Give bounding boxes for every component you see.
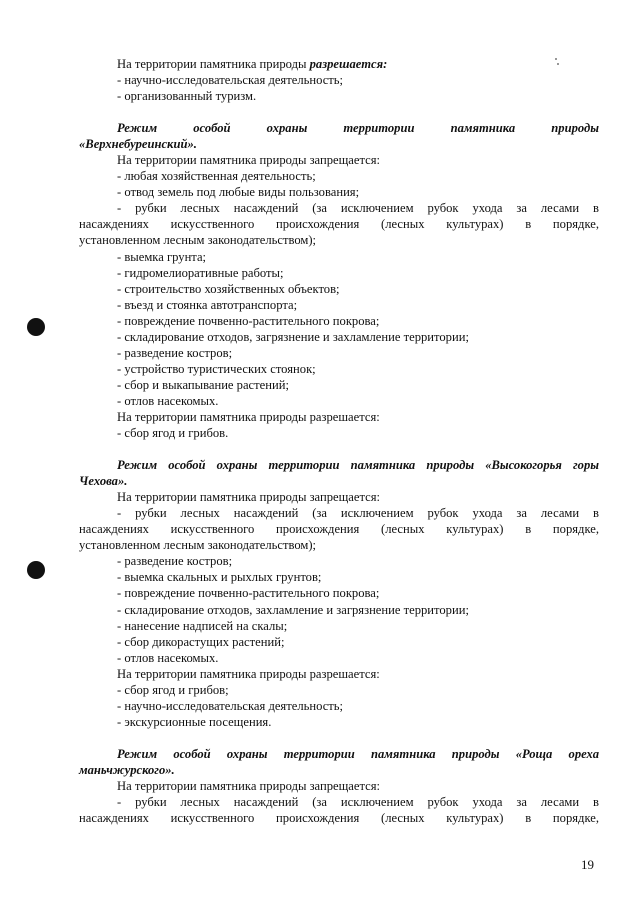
text-line: - складирование отходов, захламление и загрязнение территории; xyxy=(117,602,469,617)
text-line: насаждениях искусственного происхождения (лесных культурах) в порядке, xyxy=(79,811,599,826)
text-line: - рубки лесных насаждений (за исключением рубок ухода за лесами в xyxy=(117,795,599,810)
text-line: - сбор дикорастущих растений; xyxy=(117,634,285,649)
text-line: - складирование отходов, загрязнение и захламление территории; xyxy=(117,329,469,344)
section-heading: Режим особой охраны территории памятника природы «Высокогорья горы xyxy=(117,458,599,473)
text-line: установленном лесным законодательством); xyxy=(79,538,317,553)
text-line: На территории памятника природы разрешается: xyxy=(117,666,380,681)
text-line: - устройство туристических стоянок; xyxy=(117,361,316,376)
text-line: насаждениях искусственного происхождения (лесных культурах) в порядке, xyxy=(79,217,599,232)
text-line: - сбор ягод и грибов; xyxy=(117,682,229,697)
text-line: На территории памятника природы запрещается: xyxy=(117,153,381,168)
text-line: насаждениях искусственного происхождения (лесных культурах) в порядке, xyxy=(79,522,599,537)
text-line: - сбор ягод и грибов. xyxy=(117,426,229,441)
text-line: - строительство хозяйственных объектов; xyxy=(117,281,340,296)
text-line: На территории памятника природы запрещается: xyxy=(117,490,381,505)
text-line: - экскурсионные посещения. xyxy=(117,714,272,729)
paragraph-gap xyxy=(79,441,599,457)
text-line: - отлов насекомых. xyxy=(117,393,219,408)
paragraph-gap xyxy=(79,730,599,746)
text-line-emphasis: разрешается: xyxy=(309,57,388,71)
text-line: - выемка скальных и рыхлых грунтов; xyxy=(117,570,322,585)
text-line: - любая хозяйственная деятельность; xyxy=(117,169,316,184)
text-line: - въезд и стоянка автотранспорта; xyxy=(117,297,298,312)
section-heading: Чехова». xyxy=(79,474,128,489)
text-line: - отвод земель под любые виды пользования; xyxy=(117,185,360,200)
section-heading: Режим особой охраны территории памятника природы xyxy=(117,121,599,136)
text-line-prefix: На территории памятника природы xyxy=(117,57,310,71)
text-line: На территории памятника природы разрешается: xyxy=(117,409,380,424)
text-line: - отлов насекомых. xyxy=(117,650,219,665)
text-line: - повреждение почвенно-растительного покрова; xyxy=(117,586,380,601)
page-number: 19 xyxy=(581,857,594,872)
text-line: - рубки лесных насаждений (за исключением рубок ухода за лесами в xyxy=(117,201,599,216)
text-line: - нанесение надписей на скалы; xyxy=(117,618,288,633)
text-line: - разведение костров; xyxy=(117,554,233,569)
text-line: На территории памятника природы запрещается: xyxy=(117,778,381,793)
text-line: - рубки лесных насаждений (за исключением рубок ухода за лесами в xyxy=(117,506,599,521)
punch-hole-bottom xyxy=(27,561,45,579)
text-line: - гидромелиоративные работы; xyxy=(117,265,284,280)
text-line: - научно-исследовательская деятельность; xyxy=(117,73,344,88)
text-line xyxy=(79,56,599,72)
paragraph-gap xyxy=(79,104,599,120)
text-line: - сбор и выкапывание растений; xyxy=(117,377,289,392)
punch-hole-top xyxy=(27,318,45,336)
text-line: - организованный туризм. xyxy=(117,89,257,104)
text-line: - выемка грунта; xyxy=(117,249,207,264)
section-heading: маньчжурского». xyxy=(79,762,175,777)
text-line: установленном лесным законодательством); xyxy=(79,233,317,248)
text-line: - разведение костров; xyxy=(117,345,233,360)
text-line: - научно-исследовательская деятельность; xyxy=(117,698,344,713)
text-line: - повреждение почвенно-растительного покрова; xyxy=(117,313,380,328)
document-body xyxy=(79,56,599,826)
section-heading: «Верхнебуреинский». xyxy=(79,137,197,152)
section-heading: Режим особой охраны территории памятника природы «Роща ореха xyxy=(117,746,599,761)
